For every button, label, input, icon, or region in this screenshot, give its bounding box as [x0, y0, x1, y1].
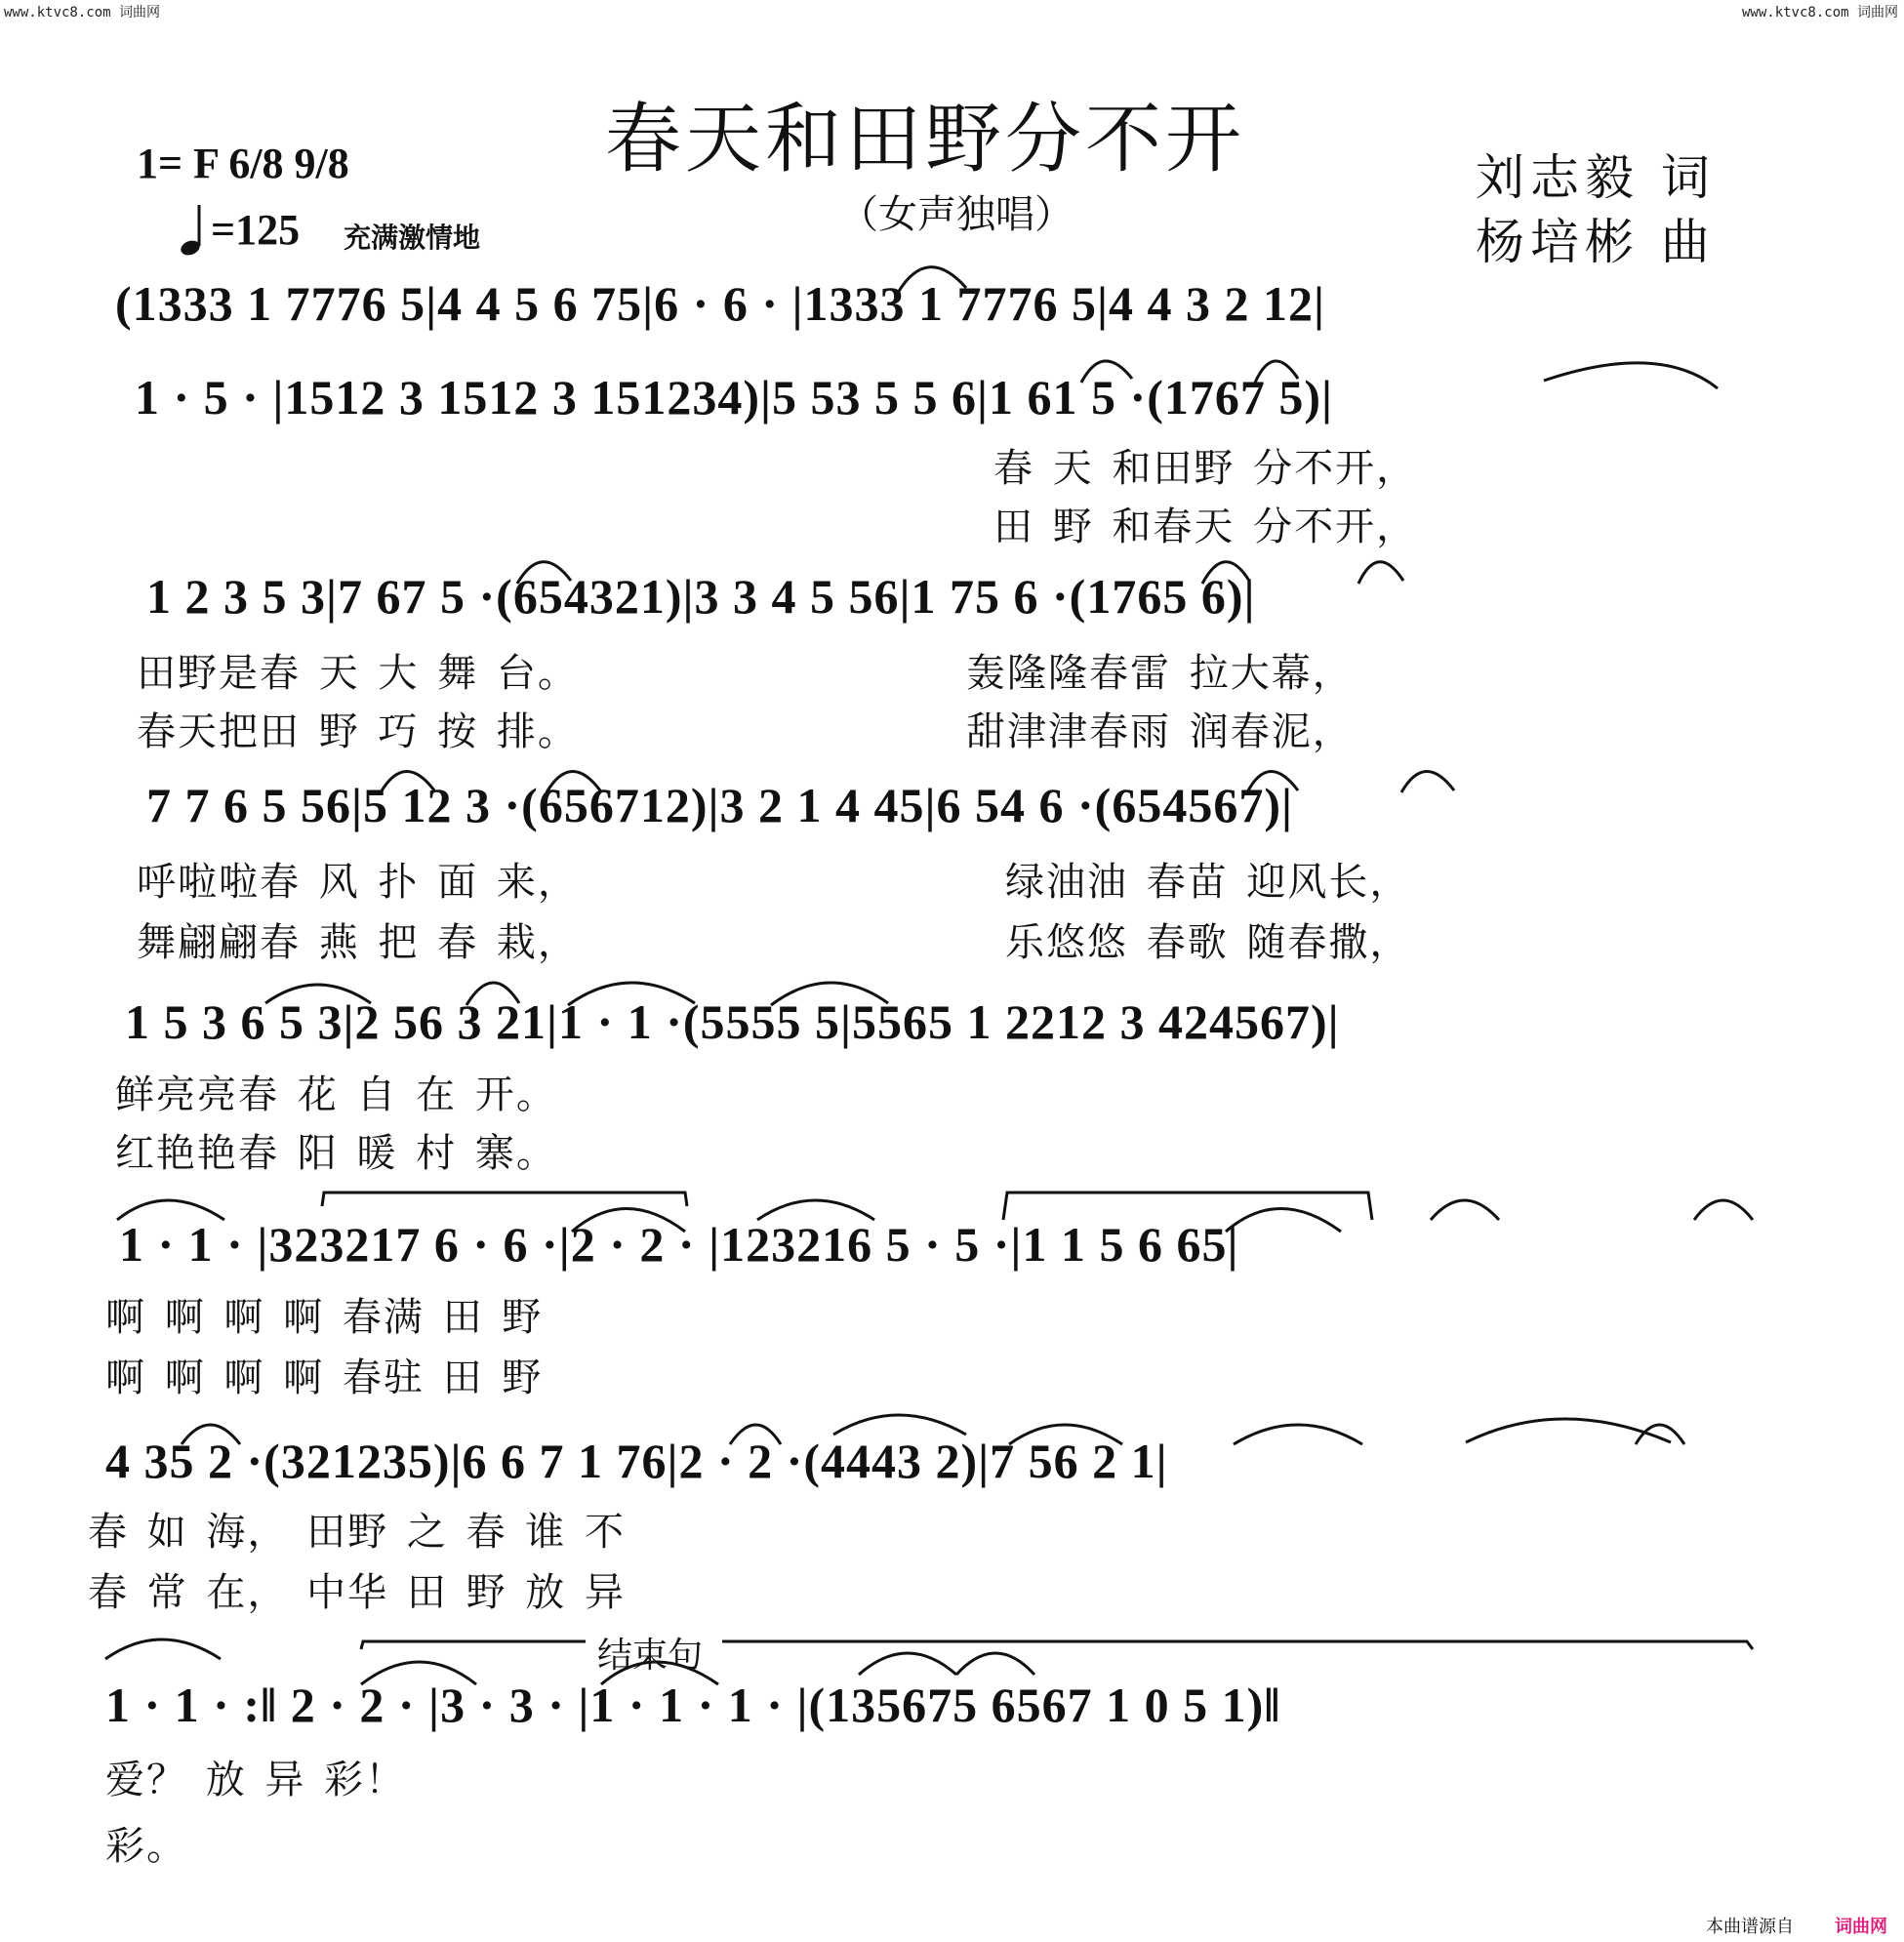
- watermark-left: www.ktvc8.com 词曲网: [4, 5, 161, 20]
- lyric-line-7a: 春 如 海， 田野 之 春 谁 不: [88, 1510, 627, 1555]
- footer-brand[interactable]: 词曲网: [1835, 1917, 1887, 1937]
- score-line-7: 4 35 2 ·(321235)|6 6 7 1 76|2 · 2 ·(4443 2)|7 56 2 1|: [105, 1434, 1168, 1488]
- song-title: 春天和田野分不开: [605, 96, 1246, 183]
- ending-label: 结束句: [597, 1636, 704, 1676]
- slur: [1636, 1425, 1684, 1444]
- score-line-5: 1 5 3 6 5 3|2 56 3 21|1 · 1 ·(5555 5|5565 1 2212 3 424567)|: [125, 994, 1340, 1049]
- bracket: [722, 1641, 1753, 1649]
- slur: [1466, 1419, 1671, 1442]
- footer-source: 本曲谱源自: [1706, 1917, 1794, 1937]
- key-signature: 1= F 6/8 9/8: [137, 140, 349, 187]
- watermark-right: www.ktvc8.com 词曲网: [1741, 5, 1898, 20]
- lyric-line-6b: 啊 啊 啊 啊 春驻 田 野: [105, 1355, 544, 1400]
- slur: [105, 1639, 221, 1659]
- lyric-line-3a-right: 轰隆隆春雷 拉大幕，: [966, 651, 1354, 696]
- lyric-line-3b: 春天把田 野 巧 按 排。: [137, 709, 579, 754]
- slur: [1401, 771, 1454, 792]
- lyric-line-4a-right: 绿油油 春苗 迎风长，: [1005, 860, 1411, 905]
- lyric-line-5a: 鲜亮亮春 花 自 在 开。: [115, 1072, 557, 1117]
- lyric-line-5b: 红艳艳春 阳 暖 村 寨。: [115, 1131, 557, 1176]
- slur: [1226, 1209, 1341, 1233]
- composer-credit: 杨培彬 曲: [1476, 214, 1716, 270]
- slur: [1358, 562, 1403, 584]
- lyric-line-4b: 舞翩翩春 燕 把 春 栽，: [137, 920, 579, 965]
- slur: [956, 1653, 1034, 1675]
- lyric-line-8b: 彩。: [105, 1824, 187, 1869]
- song-subtitle: （女声独唱）: [839, 192, 1074, 237]
- quarter-note-icon: [178, 201, 205, 263]
- slur: [1694, 1200, 1753, 1220]
- lyric-line-6a: 啊 啊 啊 啊 春满 田 野: [105, 1295, 544, 1340]
- slur: [833, 1415, 966, 1435]
- score-line-1: (1333 1 7776 5|4 4 5 6 75|6 · 6 · |1333 1 7776 5|4 4 3 2 12|: [115, 276, 1326, 331]
- bracket: [322, 1193, 687, 1206]
- slur: [1544, 363, 1718, 388]
- lyric-line-3b-right: 甜津津春雨 润春泥，: [966, 709, 1354, 754]
- tempo-value: =125: [211, 206, 301, 254]
- lyricist-credit: 刘志毅 词: [1476, 149, 1716, 206]
- bracket: [361, 1641, 586, 1649]
- lyric-line-4a: 呼啦啦春 风 扑 面 来，: [137, 860, 579, 905]
- lyric-line-2a: 春 天 和田野 分不开，: [993, 446, 1418, 491]
- slur: [1234, 1425, 1362, 1444]
- score-line-6: 1 · 1 · |323217 6 · 6 ·|2 · 2 · |123216 5 · 5 ·|1 1 5 6 65|: [119, 1217, 1239, 1272]
- lyric-line-7b: 春 常 在， 中华 田 野 放 异: [88, 1570, 627, 1615]
- lyric-line-3a: 田野是春 天 大 舞 台。: [137, 651, 579, 696]
- lyric-line-8a: 爱？ 放 异 彩！: [105, 1758, 407, 1802]
- slur: [859, 1653, 956, 1675]
- lyric-line-2b: 田 野 和春天 分不开，: [993, 505, 1418, 549]
- score-line-8: 1 · 1 · :‖ 2 · 2 · |3 · 3 · |1 · 1 · 1 · |(135675 6567 1 0 5 1)‖: [105, 1678, 1281, 1732]
- expression-mark: 充满激情地: [344, 222, 481, 254]
- slur: [1431, 1200, 1499, 1220]
- score-line-2: 1 · 5 · |1512 3 1512 3 151234)|5 53 5 5 6|1 61 5 ·(1767 5)|: [135, 370, 1334, 425]
- score-line-4: 7 7 6 5 56|5 12 3 ·(656712)|3 2 1 4 45|6 54 6 ·(654567)|: [146, 778, 1293, 832]
- lyric-line-4b-right: 乐悠悠 春歌 随春撒，: [1005, 920, 1411, 965]
- score-line-3: 1 2 3 5 3|7 67 5 ·(654321)|3 3 4 5 56|1 75 6 ·(1765 6)|: [146, 569, 1256, 624]
